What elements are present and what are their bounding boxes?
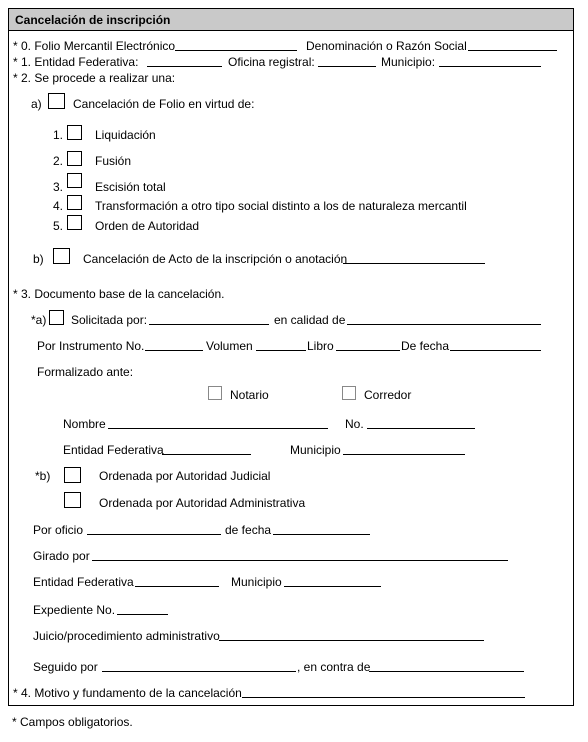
- fecha2-label: de fecha: [225, 523, 272, 537]
- girado-label: Girado por: [33, 549, 90, 563]
- nombre-label: Nombre: [63, 417, 106, 431]
- volumen-field[interactable]: [256, 350, 306, 351]
- instrumento-label: Por Instrumento No.: [37, 339, 145, 353]
- juicio-field[interactable]: [219, 640, 484, 641]
- denominacion-field[interactable]: [468, 50, 557, 51]
- documento-base-label: * 3. Documento base de la cancelación.: [13, 287, 225, 301]
- required-fields-note: * Campos obligatorios.: [12, 715, 133, 729]
- expediente-label: Expediente No.: [33, 603, 116, 617]
- municipio3-field[interactable]: [284, 586, 381, 587]
- procede-label: * 2. Se procede a realizar una:: [13, 71, 176, 85]
- municipio-label: Municipio:: [381, 55, 436, 69]
- opt2-num: 2.: [53, 154, 64, 168]
- entidad3-label: Entidad Federativa: [33, 575, 134, 589]
- opt5-num: 5.: [53, 219, 64, 233]
- defecha-field[interactable]: [450, 350, 541, 351]
- option-b-checkbox[interactable]: [53, 248, 70, 264]
- opt4-num: 4.: [53, 199, 64, 213]
- expediente-field[interactable]: [117, 614, 168, 615]
- calidad-label: en calidad de: [274, 313, 346, 327]
- liquidacion-label: Liquidación: [95, 128, 156, 142]
- solicitada-checkbox[interactable]: [49, 310, 64, 325]
- option-b-field[interactable]: [343, 263, 485, 264]
- contra-label: , en contra de: [297, 660, 371, 674]
- transformacion-label: Transformación a otro tipo social distinto a los de naturaleza mercantil: [95, 199, 467, 213]
- option-a-checkbox[interactable]: [48, 93, 65, 109]
- fecha2-field[interactable]: [273, 534, 370, 535]
- volumen-label: Volumen: [206, 339, 253, 353]
- subsection-b-label: *b): [35, 469, 51, 483]
- municipio2-field[interactable]: [343, 454, 465, 455]
- judicial-checkbox[interactable]: [64, 467, 81, 483]
- opt1-num: 1.: [53, 128, 64, 142]
- solicitada-label: Solicitada por:: [71, 313, 148, 327]
- municipio2-label: Municipio: [290, 443, 341, 457]
- oficina-label: Oficina registral:: [228, 55, 315, 69]
- orden-autoridad-label: Orden de Autoridad: [95, 219, 200, 233]
- entidad2-label: Entidad Federativa: [63, 443, 164, 457]
- escision-label: Escisión total: [95, 180, 166, 194]
- juicio-label: Juicio/procedimiento administrativo: [33, 629, 220, 643]
- contra-field[interactable]: [369, 671, 524, 672]
- fusion-label: Fusión: [95, 154, 132, 168]
- administrativa-checkbox[interactable]: [64, 492, 81, 508]
- corredor-checkbox[interactable]: [342, 386, 356, 400]
- calidad-field[interactable]: [347, 324, 541, 325]
- transformacion-checkbox[interactable]: [67, 195, 82, 210]
- motivo-field[interactable]: [242, 697, 525, 698]
- formalizado-label: Formalizado ante:: [37, 365, 134, 379]
- numero-field[interactable]: [367, 428, 475, 429]
- folio-field[interactable]: [175, 50, 297, 51]
- judicial-label: Ordenada por Autoridad Judicial: [99, 469, 271, 483]
- subsection-a-label: *a): [31, 313, 47, 327]
- solicitada-field[interactable]: [149, 324, 269, 325]
- oficina-field[interactable]: [318, 66, 376, 67]
- libro-label: Libro: [307, 339, 334, 353]
- municipio3-label: Municipio: [231, 575, 282, 589]
- entidad3-field[interactable]: [135, 586, 219, 587]
- denominacion-label: Denominación o Razón Social: [306, 39, 467, 53]
- motivo-label: * 4. Motivo y fundamento de la cancelación: [13, 686, 242, 700]
- oficio-field[interactable]: [87, 534, 221, 535]
- seguido-label: Seguido por: [33, 660, 98, 674]
- oficio-label: Por oficio: [33, 523, 84, 537]
- entidad-label: * 1. Entidad Federativa:: [13, 55, 139, 69]
- entidad-field[interactable]: [147, 66, 222, 67]
- option-b-label: b): [33, 252, 44, 266]
- opt3-num: 3.: [53, 180, 64, 194]
- liquidacion-checkbox[interactable]: [67, 125, 82, 140]
- entidad2-field[interactable]: [162, 454, 251, 455]
- orden-autoridad-checkbox[interactable]: [67, 215, 82, 230]
- form-header: [9, 9, 573, 31]
- option-b-text: Cancelación de Acto de la inscripción o anotación: [83, 252, 348, 266]
- defecha-label: De fecha: [401, 339, 450, 353]
- seguido-field[interactable]: [102, 671, 296, 672]
- corredor-label: Corredor: [364, 388, 412, 402]
- administrativa-label: Ordenada por Autoridad Administrativa: [99, 496, 306, 510]
- fusion-checkbox[interactable]: [67, 151, 82, 166]
- nombre-field[interactable]: [108, 428, 328, 429]
- girado-field[interactable]: [92, 560, 508, 561]
- notario-checkbox[interactable]: [208, 386, 222, 400]
- option-a-text: Cancelación de Folio en virtud de:: [73, 97, 255, 111]
- libro-field[interactable]: [336, 350, 400, 351]
- form-title: Cancelación de inscripción: [15, 13, 171, 27]
- escision-checkbox[interactable]: [67, 173, 82, 188]
- notario-label: Notario: [230, 388, 269, 402]
- numero-label: No.: [345, 417, 364, 431]
- municipio-field[interactable]: [439, 66, 541, 67]
- option-a-label: a): [31, 97, 42, 111]
- folio-label: * 0. Folio Mercantil Electrónico: [13, 39, 176, 53]
- instrumento-field[interactable]: [145, 350, 203, 351]
- cancellation-form: [8, 8, 574, 706]
